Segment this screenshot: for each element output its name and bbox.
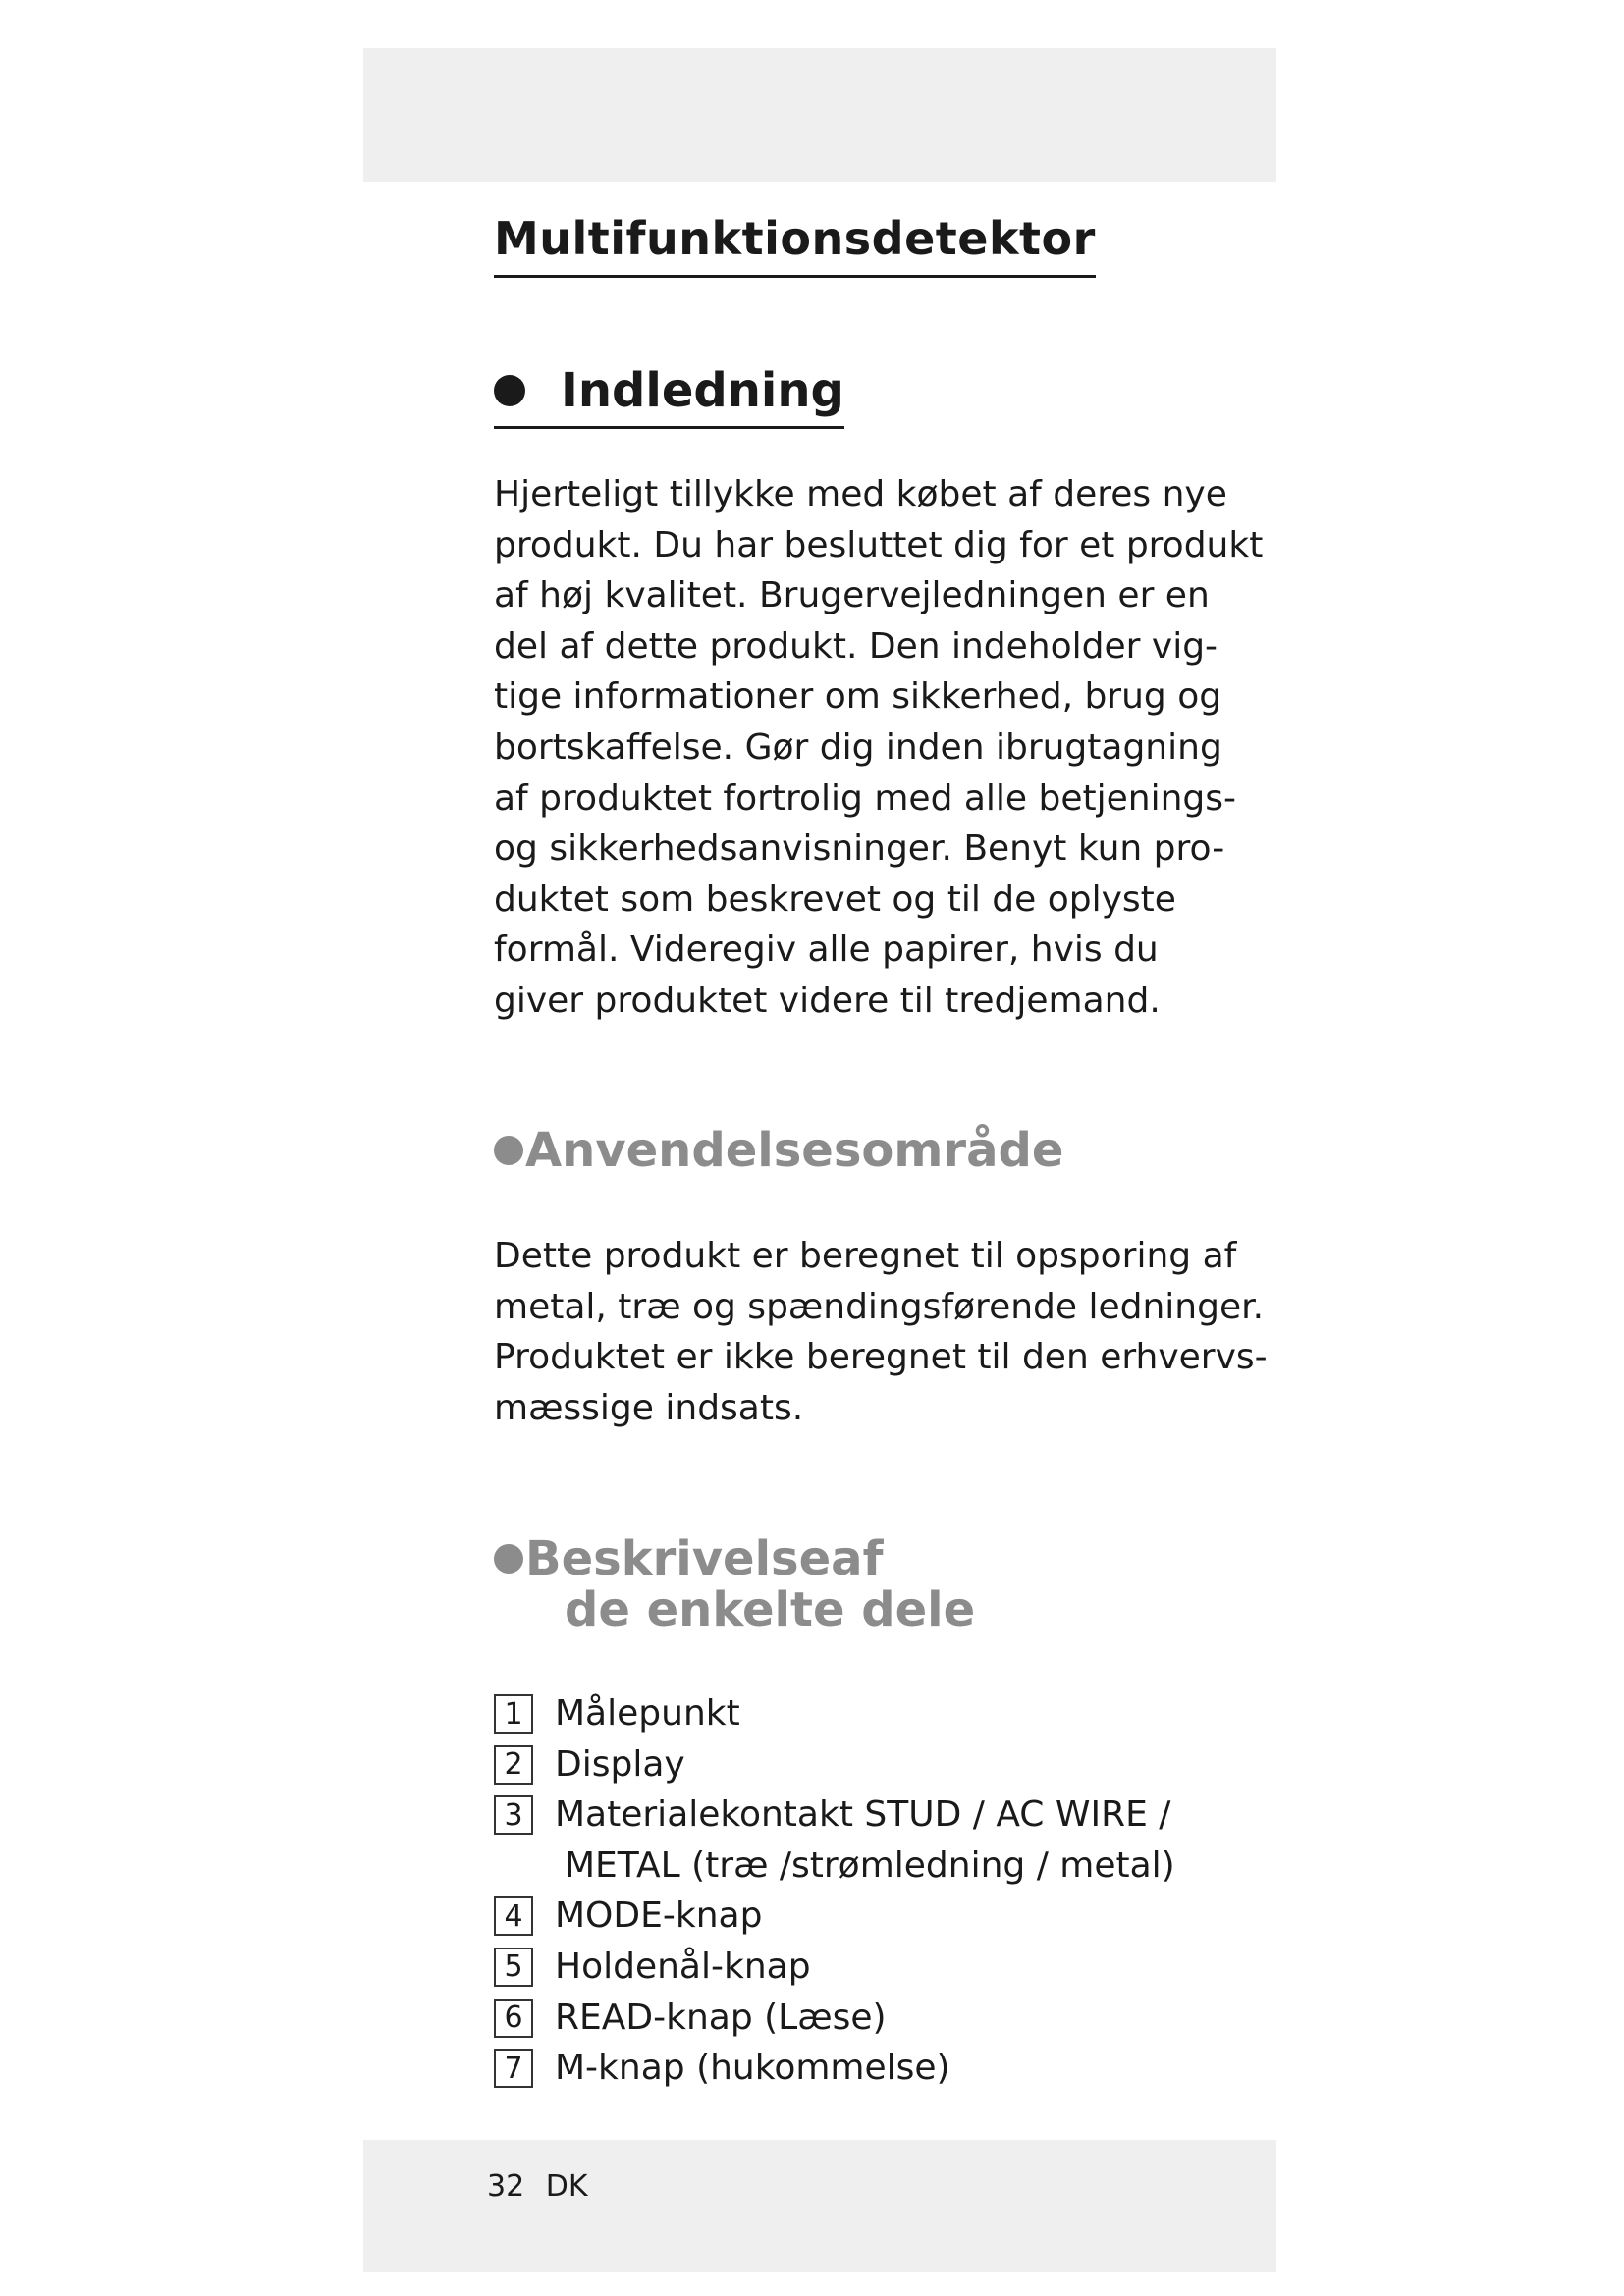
item-label: Målepunkt <box>555 1693 740 1734</box>
list-item <box>494 1739 1279 1790</box>
section-heading-usage <box>494 1125 1063 1176</box>
paragraph-line: bortskaffelse. Gør dig inden ibrugtagning <box>494 726 1222 768</box>
document-title: Multifunktionsdetektor <box>494 212 1096 278</box>
paragraph-line: formål. Videregiv alle papirer, hvis du <box>494 930 1159 971</box>
item-label-continuation: METAL (træ /strømledning / metal) <box>565 1844 1175 1886</box>
paragraph-line: af produktet fortrolig med alle betjenings- <box>494 777 1237 819</box>
section-heading-intro-text: Indledning <box>561 363 844 418</box>
paragraph-line: mæssige indsats. <box>494 1387 804 1428</box>
item-number-box: 7 <box>494 2049 533 2088</box>
item-number-box: 3 <box>494 1795 533 1835</box>
item-number-box: 4 <box>494 1896 533 1936</box>
item-number-box: 1 <box>494 1694 533 1734</box>
list-item <box>494 1891 1279 1942</box>
paragraph-line: af høj kvalitet. Brugervejledningen er en <box>494 575 1210 616</box>
paragraph-line: duktet som beskrevet og til de oplyste <box>494 879 1176 920</box>
item-number-box: 5 <box>494 1948 533 1987</box>
intro-paragraph <box>494 469 1264 1027</box>
paragraph-line: tige informationer om sikkerhed, brug og <box>494 676 1222 718</box>
paragraph-line: Produktet er ikke beregnet til den erhvervs- <box>494 1337 1268 1378</box>
paragraph-line: Dette produkt er beregnet til opsporing af <box>494 1236 1237 1276</box>
section-heading-intro <box>494 363 844 429</box>
item-label: MODE-knap <box>555 1896 763 1937</box>
list-item <box>494 1993 1279 2044</box>
list-item <box>494 2043 1279 2094</box>
usage-paragraph <box>494 1231 1268 1433</box>
paragraph-line: og sikkerhedsanvisninger. Benyt kun pro- <box>494 828 1225 870</box>
paragraph-line: del af dette produkt. Den indeholder vig- <box>494 625 1218 667</box>
bullet-icon <box>494 1544 523 1574</box>
paragraph-line: metal, træ og spændingsførende ledninger. <box>494 1286 1265 1327</box>
item-label: Materialekontakt STUD / AC WIRE / <box>555 1794 1171 1836</box>
item-label: Display <box>555 1743 685 1785</box>
section-heading-parts-line2: de enkelte dele <box>565 1582 976 1637</box>
language-code: DK <box>545 2169 588 2204</box>
section-heading-parts <box>494 1533 975 1635</box>
footer-band <box>363 2140 1276 2272</box>
bullet-icon <box>494 1136 523 1165</box>
page-number: 32 <box>487 2169 525 2204</box>
section-heading-usage-text: Anvendelsesområde <box>525 1123 1064 1178</box>
bullet-icon <box>494 375 525 406</box>
list-item <box>494 1942 1279 1993</box>
parts-list <box>494 1688 1279 2094</box>
item-label: M-knap (hukommelse) <box>555 2048 950 2089</box>
paragraph-line: produkt. Du har besluttet dig for et produkt <box>494 524 1264 565</box>
item-label: READ-knap (Læse) <box>555 1997 887 2038</box>
list-item <box>494 1789 1279 1841</box>
item-label: Holdenål-knap <box>555 1946 811 1987</box>
section-heading-parts-line1: Beskrivelseaf <box>525 1531 884 1586</box>
header-band <box>363 48 1276 182</box>
paragraph-line: Hjerteligt tillykke med købet af deres nye <box>494 474 1227 514</box>
paragraph-line: giver produktet videre til tredjemand. <box>494 980 1161 1021</box>
page-footer <box>487 2169 588 2204</box>
list-item <box>494 1688 1279 1739</box>
item-number-box: 2 <box>494 1745 533 1785</box>
item-number-box: 6 <box>494 1999 533 2038</box>
